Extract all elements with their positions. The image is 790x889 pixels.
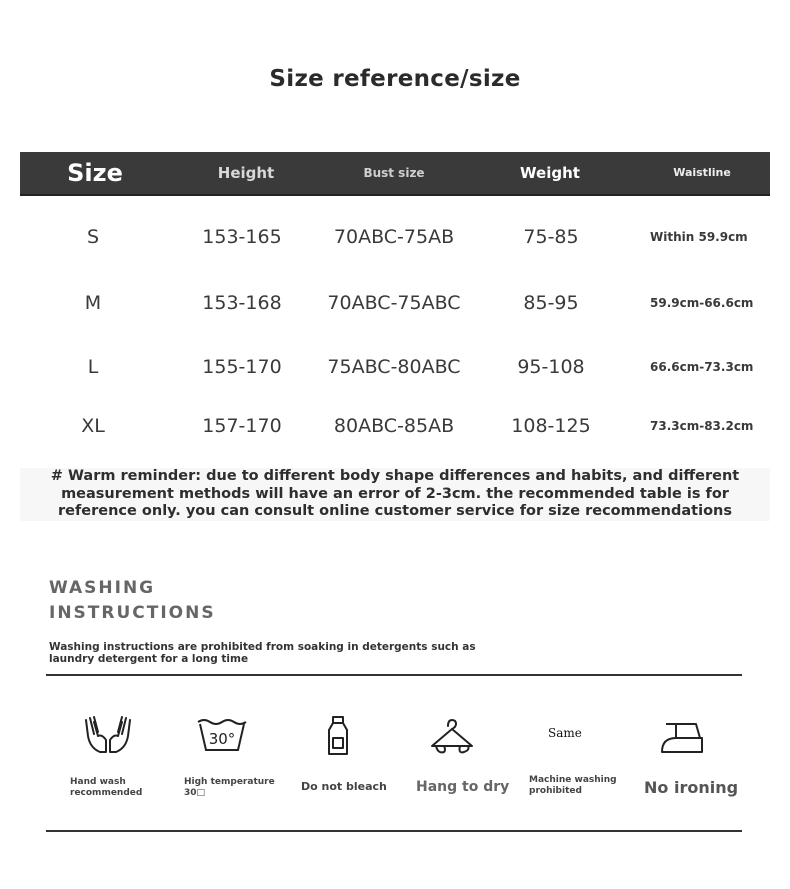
cell-weight: 85-95 — [523, 292, 579, 314]
header-weight: Weight — [520, 164, 580, 182]
cell-size: L — [87, 356, 99, 378]
wash-temp-text: 30° — [208, 730, 236, 748]
header-height: Height — [217, 164, 275, 182]
warm-reminder — [20, 468, 770, 521]
cell-waist: 59.9cm-66.6cm — [650, 296, 754, 310]
divider — [46, 830, 742, 832]
icon-label: No ironing — [644, 778, 739, 797]
reminder-line: measurement methods will have an error of 2-3cm. the recommended table is for — [61, 485, 729, 502]
cell-weight: 75-85 — [523, 226, 579, 248]
cell-height: 155-170 — [202, 356, 282, 378]
washing-title-line: WASHING — [49, 578, 156, 598]
cell-height: 157-170 — [202, 415, 282, 437]
cell-bust: 75ABC-80ABC — [327, 356, 461, 378]
cell-waist: Within 59.9cm — [650, 230, 748, 244]
bleach-bottle-icon — [324, 714, 352, 758]
header-waist: Waistline — [673, 166, 731, 179]
washing-title — [49, 576, 216, 626]
cell-bust: 70ABC-75ABC — [327, 292, 461, 314]
wash-30-icon — [196, 718, 248, 754]
icon-label: Machine washing prohibited — [529, 775, 617, 796]
cell-size: XL — [81, 415, 105, 437]
header-size: Size — [67, 159, 123, 187]
hand-wash-icon — [80, 714, 136, 756]
table-row — [20, 288, 770, 318]
table-row — [20, 222, 770, 252]
iron-icon — [656, 720, 708, 756]
icon-label: Hang to dry — [416, 779, 510, 795]
cell-height: 153-168 — [202, 292, 282, 314]
cell-size: M — [84, 292, 102, 314]
cell-height: 153-165 — [202, 226, 282, 248]
hanger-icon — [428, 718, 476, 756]
header-bust: Bust size — [363, 166, 425, 180]
icon-label: High temperature 30□ — [184, 777, 275, 798]
reminder-line: reference only. you can consult online customer service for size recommendations — [58, 503, 732, 519]
cell-weight: 108-125 — [511, 415, 591, 437]
cell-bust: 80ABC-85AB — [333, 415, 455, 437]
divider — [46, 674, 742, 676]
cell-waist: 73.3cm-83.2cm — [650, 419, 754, 433]
cell-waist: 66.6cm-73.3cm — [650, 360, 754, 374]
washing-note: Washing instructions are prohibited from soaking in detergents such as laundry detergent for a long time — [49, 641, 476, 665]
same-text-icon: Same — [548, 726, 582, 740]
table-row — [20, 352, 770, 382]
washing-title-line: INSTRUCTIONS — [49, 603, 216, 623]
icon-label: Hand wash recommended — [70, 777, 143, 798]
cell-weight: 95-108 — [517, 356, 585, 378]
table-header — [20, 152, 770, 194]
page-title: Size reference/size — [269, 66, 521, 92]
icon-label: Do not bleach — [301, 780, 387, 793]
cell-size: S — [86, 226, 100, 248]
cell-bust: 70ABC-75AB — [333, 226, 455, 248]
table-row — [20, 411, 770, 441]
reminder-line: # Warm reminder: due to different body shape differences and habits, and different — [50, 468, 740, 484]
